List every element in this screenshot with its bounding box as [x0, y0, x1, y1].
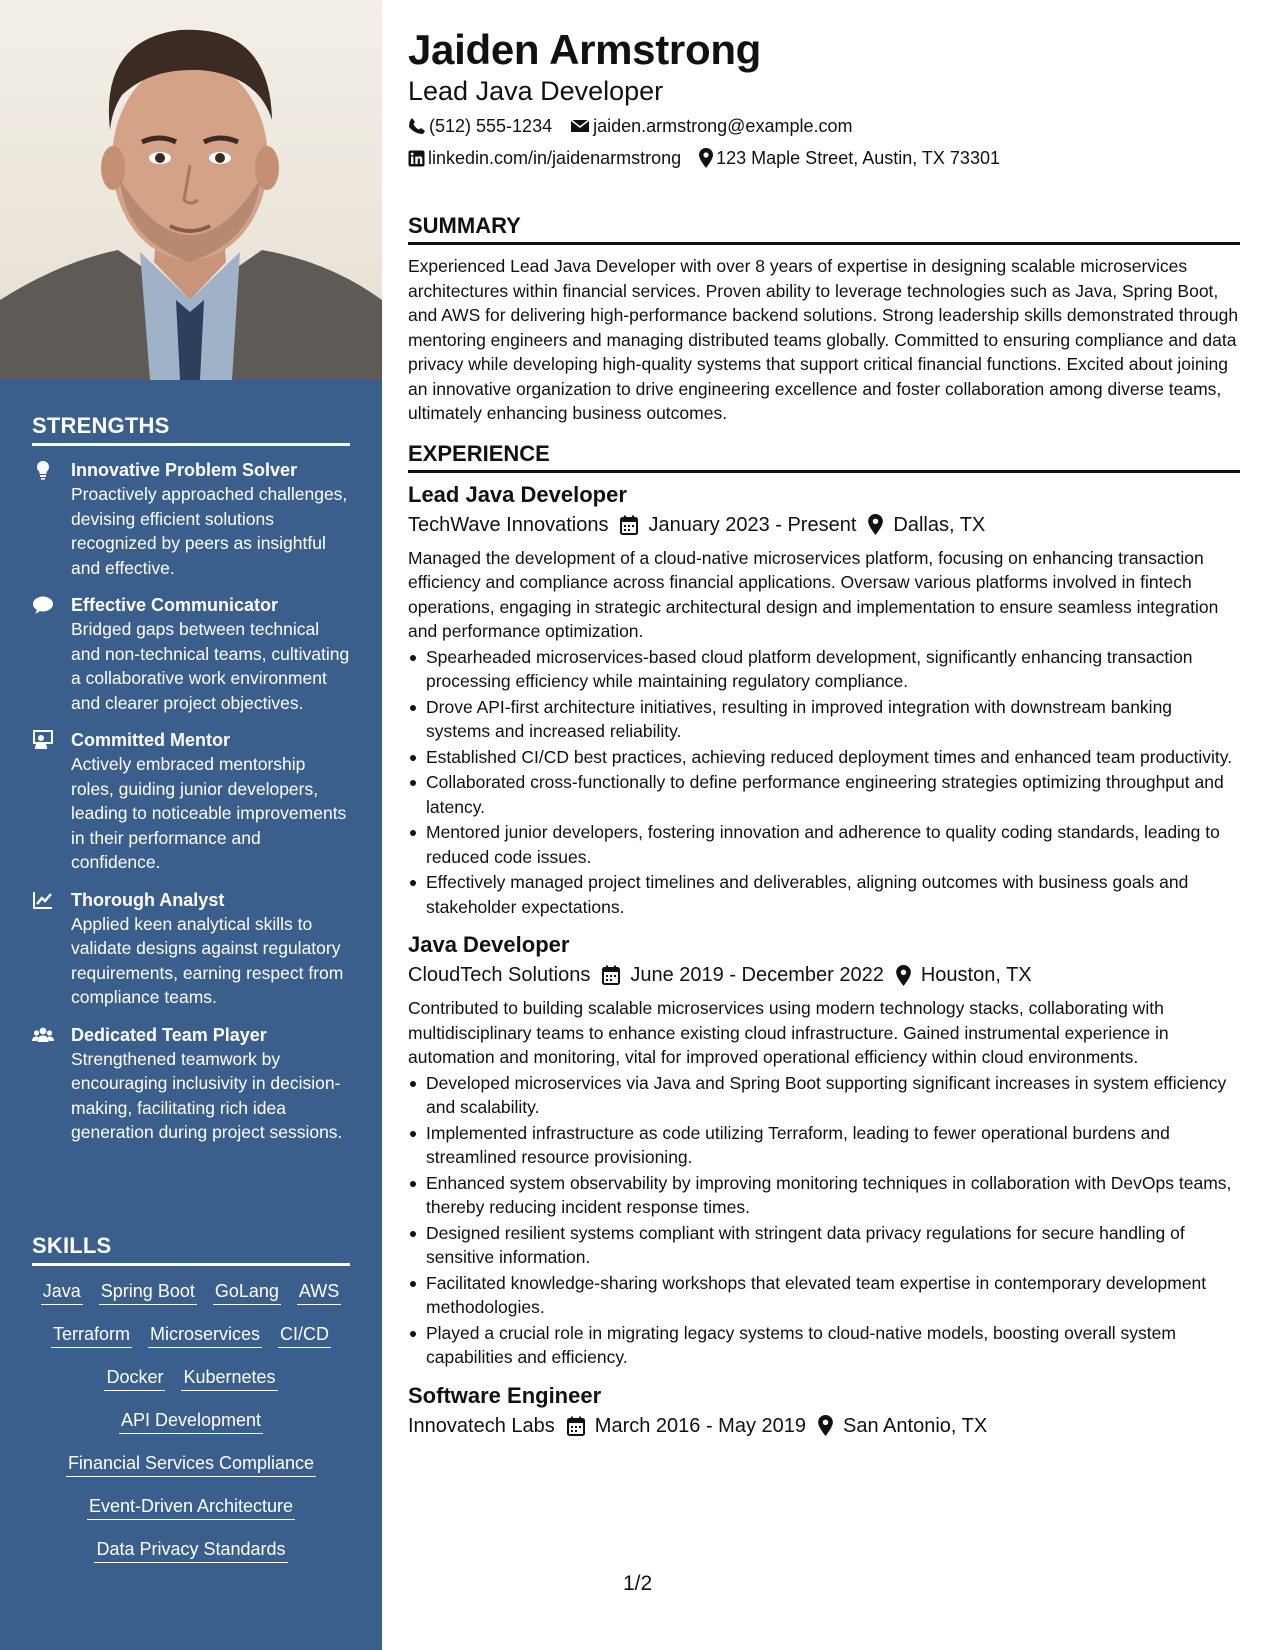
skill-tag: AWS: [297, 1280, 341, 1305]
skill-tag: Terraform: [51, 1323, 132, 1348]
calendar-icon: [602, 965, 620, 985]
summary-section: [408, 213, 1240, 426]
skill-row: [32, 1366, 350, 1391]
skill-row: [32, 1280, 350, 1305]
strength-desc: Proactively approached challenges, devising efficient solutions recognized by peers as insightful and effective.: [71, 484, 348, 578]
strengths-heading: STRENGTHS: [32, 413, 350, 446]
bullet-item: Mentored junior developers, fostering innovation and adherence to quality coding standards, leading to reduced code issues.: [408, 820, 1240, 869]
address-text: 123 Maple Street, Austin, TX 73301: [716, 148, 1000, 168]
job-company: TechWave Innovations: [408, 513, 609, 536]
bullet-item: Effectively managed project timelines and deliverables, aligning outcomes with business goals and stakeholder expectations.: [408, 870, 1240, 919]
page-number: 1/2: [623, 1572, 653, 1595]
job-meta: [408, 1413, 1240, 1439]
contact-row: [408, 115, 1240, 137]
phone-icon: [408, 117, 426, 135]
speech-bubble-icon: [32, 595, 54, 615]
skill-tag: Spring Boot: [99, 1280, 197, 1305]
strengths-section: [32, 413, 350, 1145]
skill-tag: CI/CD: [278, 1323, 331, 1348]
map-pin-icon: [699, 148, 713, 168]
skill-row: [32, 1452, 350, 1477]
job-entry: [408, 931, 1240, 1370]
skill-tag: API Development: [119, 1409, 263, 1434]
bullet-item: Enhanced system observability by improving monitoring techniques in collaboration with DevOps teams, thereby reducing incident response times.: [408, 1171, 1240, 1220]
strength-item: [32, 593, 350, 715]
job-description: Managed the development of a cloud-native microservices platform, focusing on enhancing transaction efficiency and compliance across financial applications. Oversaw various platforms involved in fintech operations, engaging in strategic architectural design and implementation to ensure seamless integration and performance optimization.: [408, 547, 1219, 641]
skill-row: [32, 1495, 350, 1520]
skill-tag: Microservices: [148, 1323, 262, 1348]
contact-row: [408, 147, 1240, 169]
job-dates-text: March 2016 - May 2019: [594, 1414, 807, 1437]
calendar-icon: [620, 515, 638, 535]
job-bullets: [408, 645, 1240, 920]
job-role: Lead Java Developer: [408, 481, 627, 507]
strengths-list: [32, 458, 350, 1145]
strength-desc: Applied keen analytical skills to validate designs against regulatory requirements, earning respect from compliance teams.: [71, 913, 344, 1007]
skill-tag: Event-Driven Architecture: [87, 1495, 295, 1520]
contact-linkedin[interactable]: [408, 147, 681, 169]
job-company: CloudTech Solutions: [408, 964, 591, 986]
contact-email[interactable]: [570, 115, 852, 137]
line-chart-icon: [32, 890, 54, 910]
strength-title: Innovative Problem Solver: [71, 460, 298, 480]
job-dates-text: June 2019 - December 2022: [630, 964, 884, 986]
profile-photo: [0, 0, 382, 380]
job-location: [896, 962, 1032, 988]
bullet-item: Collaborated cross-functionally to define performance engineering strategies optimizing throughput and latency.: [408, 770, 1240, 819]
job-location-text: Houston, TX: [920, 964, 1032, 986]
skill-tag: Financial Services Compliance: [66, 1452, 316, 1477]
candidate-title: Lead Java Developer: [408, 76, 664, 106]
skill-row: [32, 1538, 350, 1563]
job-location-text: San Antonio, TX: [843, 1414, 988, 1437]
bullet-item: Established CI/CD best practices, achieving reduced deployment times and enhanced team productivity.: [408, 745, 1240, 770]
bullet-item: Played a crucial role in migrating legacy systems to cloud-native models, boosting overall system capabilities and efficiency.: [408, 1321, 1240, 1370]
summary-text: Experienced Lead Java Developer with over 8 years of expertise in designing scalable microservices architectures within financial services. Proven ability to leverage technologies such as Java, Spring Boot, and AWS for delivering high-performance backend solutions. Strong leadership skills demonstrated through mentoring engineers and managing distributed teams globally. Committed to ensuring compliance and data privacy while developing high-quality systems that support critical financial functions. Excited about joining an innovative organization to drive engineering excellence and foster collaboration among diverse teams, ultimately enhancing business outcomes.: [408, 256, 1239, 423]
phone-text: (512) 555-1234: [429, 116, 553, 136]
skill-row: [32, 1323, 350, 1348]
skill-tag: Java: [41, 1280, 83, 1305]
experience-section: [408, 441, 1240, 1439]
strength-title: Thorough Analyst: [71, 889, 225, 910]
bullet-item: Spearheaded microservices-based cloud platform development, significantly enhancing transaction processing efficiency while maintaining regulatory compliance.: [408, 645, 1240, 694]
email-text: jaiden.armstrong@example.com: [593, 116, 853, 136]
contact-address: [699, 147, 1000, 169]
map-pin-icon: [868, 514, 883, 535]
skills-heading: SKILLS: [32, 1233, 350, 1266]
experience-heading: EXPERIENCE: [408, 441, 1240, 473]
main-content: [408, 0, 1240, 1439]
job-entry: [408, 1382, 1240, 1439]
strength-desc: Bridged gaps between technical and non-technical teams, cultivating a collaborative work environment and clearer project objectives.: [71, 619, 350, 713]
lightbulb-icon: [32, 460, 54, 480]
bullet-item: Drove API-first architecture initiatives, resulting in improved integration with downstream banking systems and increased reliability.: [408, 695, 1240, 744]
strength-desc: Strengthened teamwork by encouraging inclusivity in decision-making, facilitating rich idea generation during project sessions.: [71, 1048, 343, 1142]
bullet-item: Implemented infrastructure as code utilizing Terraform, leading to fewer operational burdens and streamlined resource provisioning.: [408, 1121, 1240, 1170]
bullet-item: Designed resilient systems compliant with stringent data privacy regulations for secure handling of sensitive information.: [408, 1221, 1240, 1270]
job-role: Software Engineer: [408, 1382, 602, 1408]
candidate-name: Jaiden Armstrong: [408, 26, 762, 73]
job-location: [818, 1413, 987, 1439]
linkedin-text: linkedin.com/in/jaidenarmstrong: [428, 148, 682, 168]
job-company: Innovatech Labs: [408, 1414, 555, 1437]
job-bullets: [408, 1071, 1240, 1370]
job-dates: [602, 962, 884, 988]
skill-tag: Data Privacy Standards: [94, 1538, 287, 1563]
sidebar: [0, 0, 382, 1650]
map-pin-icon: [818, 1415, 833, 1436]
summary-heading: SUMMARY: [408, 213, 1240, 245]
job-dates: [567, 1413, 806, 1439]
strength-item: [32, 728, 350, 875]
envelope-icon: [570, 118, 590, 134]
job-location-text: Dallas, TX: [893, 513, 986, 536]
job-meta: [408, 962, 1240, 988]
skills-list: [32, 1280, 350, 1563]
map-pin-icon: [896, 965, 911, 986]
skills-section: [32, 1233, 350, 1581]
bullet-item: Developed microservices via Java and Spring Boot supporting significant increases in system efficiency and scalability.: [408, 1071, 1240, 1120]
strength-title: Dedicated Team Player: [71, 1024, 267, 1045]
strength-item: [32, 458, 350, 580]
job-location: [868, 512, 985, 538]
strength-title: Effective Communicator: [71, 595, 279, 615]
strength-title: Committed Mentor: [71, 730, 230, 750]
linkedin-icon: [408, 150, 425, 167]
skill-row: [32, 1409, 350, 1434]
bullet-item: Facilitated knowledge-sharing workshops that elevated team expertise in contemporary development methodologies.: [408, 1271, 1240, 1320]
calendar-icon: [567, 1416, 585, 1436]
job-dates-text: January 2023 - Present: [648, 513, 857, 536]
team-icon: [32, 1025, 54, 1045]
skill-tag: Kubernetes: [181, 1366, 277, 1391]
contact-phone[interactable]: [408, 115, 552, 137]
strength-desc: Actively embraced mentorship roles, guiding junior developers, leading to noticeable improvements in their performance and confidence.: [71, 754, 347, 872]
job-dates: [620, 512, 856, 538]
skill-tag: GoLang: [213, 1280, 281, 1305]
job-description: Contributed to building scalable microservices using modern technology stacks, collaborating with multidisciplinary teams to enhance existing cloud infrastructure. Gained instrumental experience in automation and monitoring, vital for improved operational efficiency within cloud environments.: [408, 998, 1169, 1067]
job-role: Java Developer: [408, 932, 570, 957]
skill-tag: Docker: [104, 1366, 165, 1391]
job-meta: [408, 512, 1240, 538]
job-entry: [408, 481, 1240, 920]
strength-item: [32, 888, 350, 1010]
teacher-icon: [32, 730, 54, 750]
strength-item: [32, 1023, 350, 1145]
